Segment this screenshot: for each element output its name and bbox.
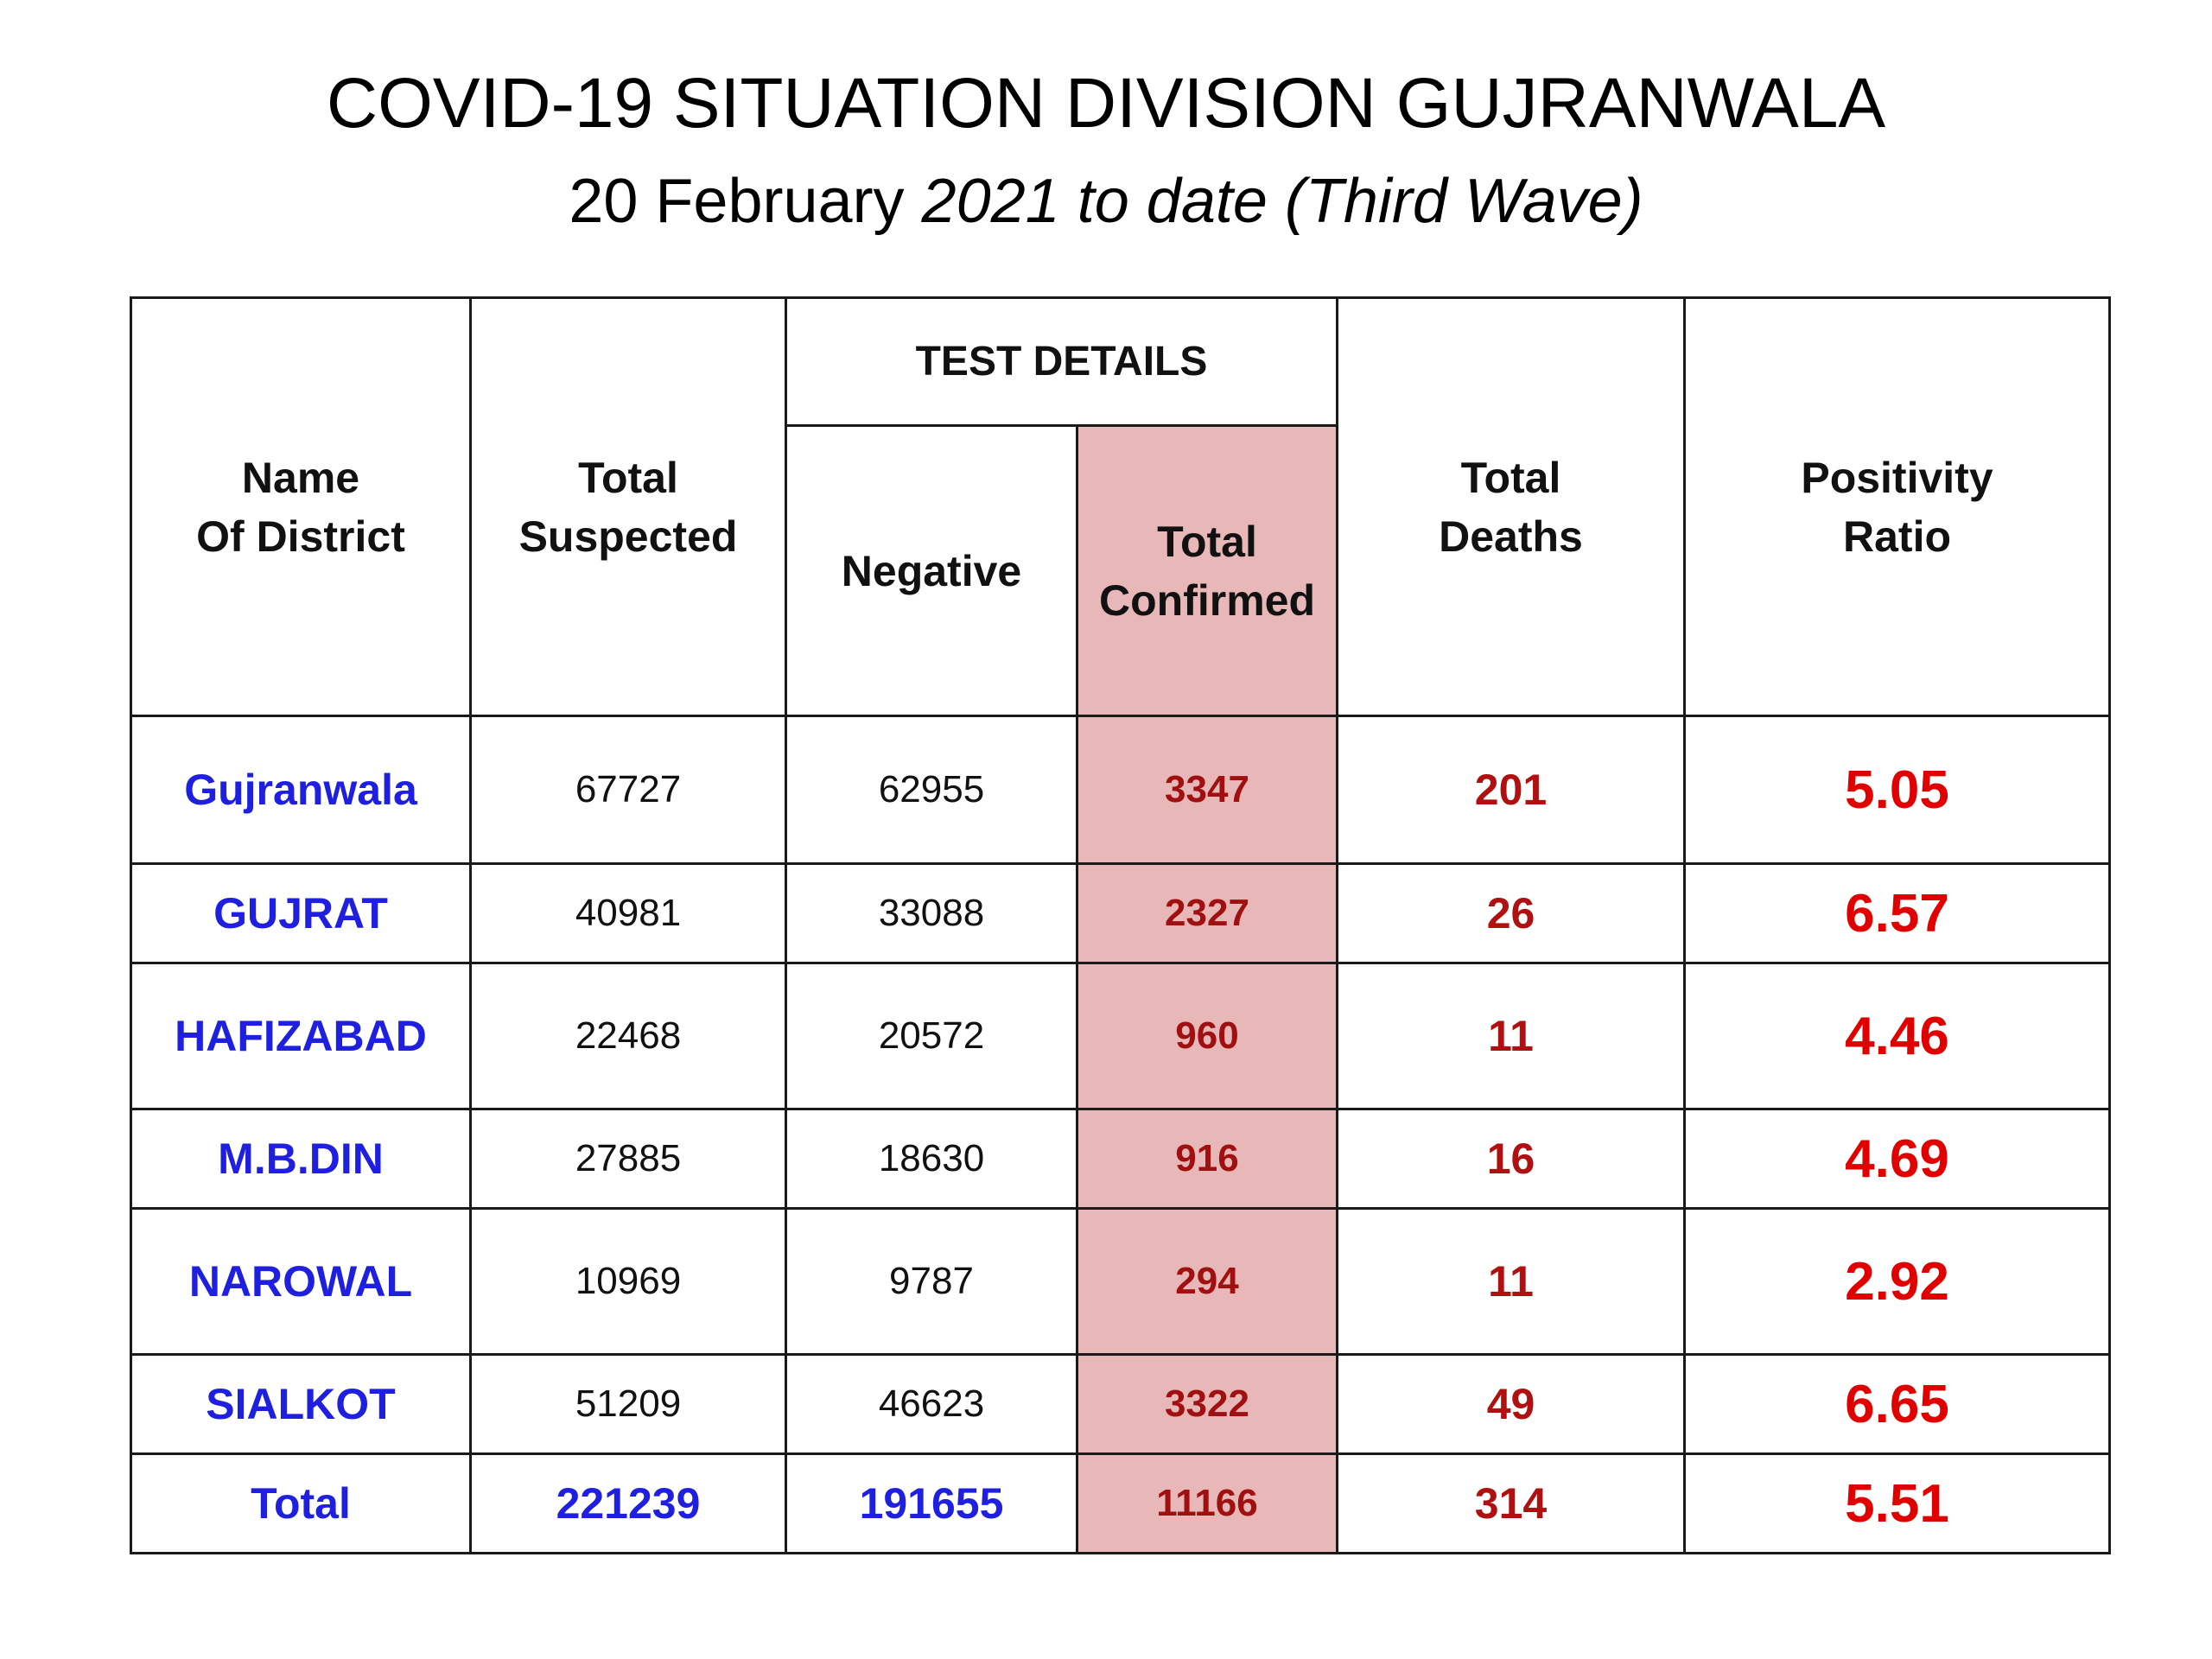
total-deaths-cell: 11 (1338, 1209, 1685, 1355)
total-deaths-cell: 49 (1338, 1355, 1685, 1454)
header-district-line1: Name (241, 453, 360, 502)
table-row (131, 716, 2110, 864)
total-deaths-sum: 314 (1338, 1454, 1685, 1554)
total-confirmed-cell: 916 (1077, 1109, 1338, 1209)
total-confirmed-cell: 294 (1077, 1209, 1338, 1355)
header-deaths-line2: Deaths (1439, 512, 1583, 561)
total-row (131, 1454, 2110, 1554)
negative-cell: 46623 (786, 1355, 1077, 1454)
page-title: COVID-19 SITUATION DIVISION GUJRANWALA (326, 64, 1886, 143)
positivity-ratio-cell: 6.65 (1685, 1355, 2110, 1454)
district-name: NAROWAL (131, 1209, 471, 1355)
subtitle-date: 20 February (569, 167, 922, 236)
header-test-details: TEST DETAILS (786, 298, 1338, 426)
district-name: M.B.DIN (131, 1109, 471, 1209)
covid-situation-table (130, 296, 2111, 1554)
positivity-ratio-cell: 5.05 (1685, 716, 2110, 864)
positivity-ratio-cell: 4.46 (1685, 963, 2110, 1109)
total-suspected-sum: 221239 (471, 1454, 786, 1554)
total-negative-sum: 191655 (786, 1454, 1077, 1554)
page-subtitle (0, 162, 2212, 240)
district-name: Gujranwala (131, 716, 471, 864)
negative-cell: 18630 (786, 1109, 1077, 1209)
total-confirmed-cell: 2327 (1077, 864, 1338, 963)
positivity-ratio-cell: 4.69 (1685, 1109, 2110, 1209)
total-suspected-cell: 10969 (471, 1209, 786, 1355)
header-row-top (131, 298, 2110, 426)
header-suspected-line2: Suspected (518, 512, 738, 561)
total-suspected-cell: 67727 (471, 716, 786, 864)
table-row (131, 1355, 2110, 1454)
total-confirmed-cell: 3347 (1077, 716, 1338, 864)
header-positivity-ratio (1685, 298, 2110, 716)
negative-cell: 33088 (786, 864, 1077, 963)
total-suspected-cell: 27885 (471, 1109, 786, 1209)
total-deaths-cell: 26 (1338, 864, 1685, 963)
district-name: SIALKOT (131, 1355, 471, 1454)
total-confirmed-cell: 3322 (1077, 1355, 1338, 1454)
negative-cell: 9787 (786, 1209, 1077, 1355)
header-district (131, 298, 471, 716)
table-row (131, 864, 2110, 963)
total-deaths-cell: 11 (1338, 963, 1685, 1109)
header-total-suspected (471, 298, 786, 716)
total-label: Total (131, 1454, 471, 1554)
header-confirmed-line1: Total (1157, 517, 1257, 566)
table-row (131, 1109, 2110, 1209)
header-negative: Negative (786, 426, 1077, 716)
total-suspected-cell: 22468 (471, 963, 786, 1109)
negative-cell: 20572 (786, 963, 1077, 1109)
table-row (131, 1209, 2110, 1355)
header-district-line2: Of District (196, 512, 405, 561)
total-positivity-ratio: 5.51 (1685, 1454, 2110, 1554)
total-confirmed-cell: 960 (1077, 963, 1338, 1109)
header-ratio-line1: Positivity (1801, 453, 1993, 502)
header-deaths-line1: Total (1460, 453, 1561, 502)
subtitle-period: 2021 to date (Third Wave) (921, 167, 1643, 236)
header-ratio-line2: Ratio (1843, 512, 1951, 561)
total-deaths-cell: 16 (1338, 1109, 1685, 1209)
header-total-deaths (1338, 298, 1685, 716)
positivity-ratio-cell: 6.57 (1685, 864, 2110, 963)
negative-cell: 62955 (786, 716, 1077, 864)
district-name: GUJRAT (131, 864, 471, 963)
header-total-confirmed (1077, 426, 1338, 716)
total-suspected-cell: 51209 (471, 1355, 786, 1454)
table-row (131, 963, 2110, 1109)
total-deaths-cell: 201 (1338, 716, 1685, 864)
positivity-ratio-cell: 2.92 (1685, 1209, 2110, 1355)
header-confirmed-line2: Confirmed (1099, 575, 1315, 625)
total-confirmed-sum: 11166 (1077, 1454, 1338, 1554)
district-name: HAFIZABAD (131, 963, 471, 1109)
total-suspected-cell: 40981 (471, 864, 786, 963)
header-suspected-line1: Total (578, 453, 678, 502)
